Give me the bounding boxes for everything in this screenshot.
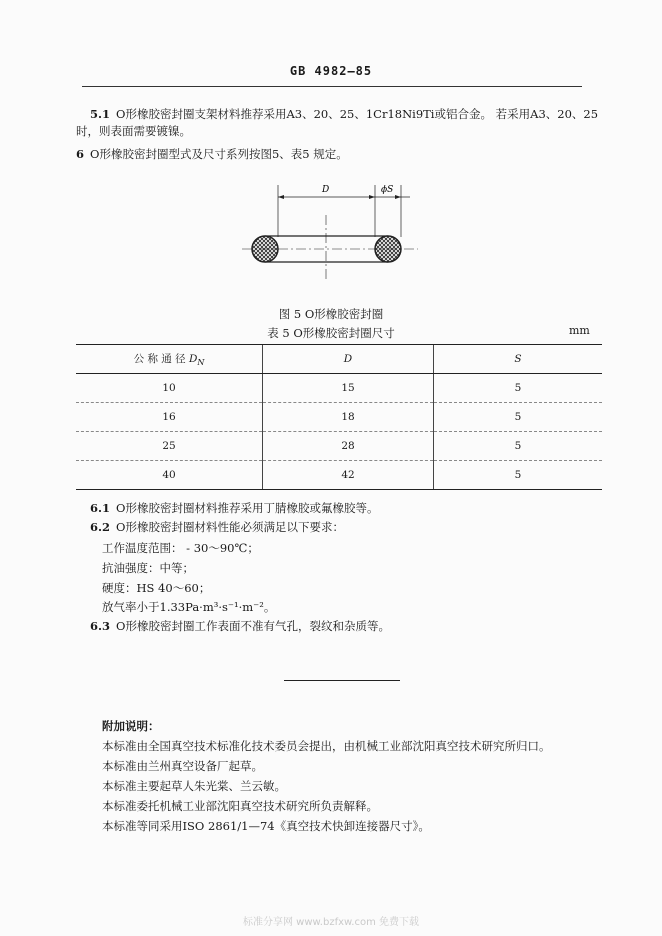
cell-dn: 25 bbox=[76, 432, 263, 461]
section-number: 6.3 bbox=[90, 619, 111, 633]
section-5-1 bbox=[90, 106, 598, 122]
cell-d: 42 bbox=[263, 461, 434, 490]
cell-dn: 40 bbox=[76, 461, 263, 490]
header-d: D bbox=[263, 345, 434, 374]
notes-title: 附加说明： bbox=[102, 719, 160, 733]
dim-label-d: D bbox=[322, 185, 330, 195]
requirement-hardness: 硬度：HS 40～60； bbox=[102, 581, 211, 595]
section-number: 5.1 bbox=[90, 107, 111, 121]
cell-s: 5 bbox=[434, 403, 603, 432]
header-nominal-bore-symbol: D bbox=[188, 352, 198, 365]
section-text: O形橡胶密封圈支架材料推荐采用A3、20、25、1Cr18Ni9Ti或铝合金。 若采用A3、20、25 bbox=[116, 107, 599, 121]
cell-s: 5 bbox=[434, 432, 603, 461]
notes-line: 本标准由全国真空技术标准化技术委员会提出，由机械工业部沈阳真空技术研究所归口。 bbox=[102, 739, 551, 753]
dim-arrow-s bbox=[395, 195, 401, 199]
section-text: O形橡胶密封圈材料性能必须满足以下要求： bbox=[116, 520, 344, 534]
section-5-1-continuation: 时，则表面需要镀镍。 bbox=[76, 124, 191, 138]
section-text: O形橡胶密封圈材料推荐采用丁腈橡胶或氟橡胶等。 bbox=[116, 501, 379, 515]
header-nominal-bore-label: 公 称 通 径 bbox=[133, 352, 186, 365]
table-unit: mm bbox=[569, 324, 590, 337]
cell-d: 28 bbox=[263, 432, 434, 461]
o-ring-figure bbox=[230, 175, 430, 285]
requirement-outgassing: 放气率小于1.33Pa·m³·s⁻¹·m⁻²。 bbox=[102, 600, 276, 614]
table-row bbox=[76, 374, 602, 403]
ring-section-right bbox=[375, 236, 401, 262]
header-nominal-bore-subscript: N bbox=[197, 358, 205, 368]
section-6-2 bbox=[90, 519, 344, 535]
section-6 bbox=[76, 146, 348, 162]
table-header-row bbox=[76, 345, 602, 374]
dim-label-s: ϕS bbox=[381, 185, 394, 195]
notes-line: 本标准主要起草人朱光棠、兰云敏。 bbox=[102, 779, 286, 793]
requirement-oil-resistance: 抗油强度：中等； bbox=[102, 561, 194, 575]
section-6-1 bbox=[90, 500, 378, 516]
notes-line: 本标准委托机械工业部沈阳真空技术研究所负责解释。 bbox=[102, 799, 378, 813]
section-number: 6.1 bbox=[90, 501, 111, 515]
section-text: O形橡胶密封圈型式及尺寸系列按图5、表5 规定。 bbox=[90, 147, 348, 161]
cell-d: 15 bbox=[263, 374, 434, 403]
figure-caption: 图 5 O形橡胶密封圈 bbox=[278, 307, 384, 321]
table-row bbox=[76, 432, 602, 461]
seal-size-table bbox=[76, 344, 602, 490]
cell-dn: 10 bbox=[76, 374, 263, 403]
standard-code: GB 4982—85 bbox=[289, 64, 373, 78]
table-row bbox=[76, 461, 602, 490]
notes-line: 本标准等同采用ISO 2861/1—74《真空技术快卸连接器尺寸》。 bbox=[102, 819, 430, 833]
cell-d: 18 bbox=[263, 403, 434, 432]
cell-dn: 16 bbox=[76, 403, 263, 432]
section-number: 6 bbox=[76, 147, 85, 161]
header-rule bbox=[82, 86, 582, 87]
end-divider bbox=[284, 680, 400, 681]
watermark-footer: 标准分享网 www.bzfxw.com 免费下载 bbox=[243, 917, 419, 928]
ring-section-left bbox=[252, 236, 278, 262]
table-row bbox=[76, 403, 602, 432]
header-nominal-bore bbox=[76, 345, 263, 374]
requirement-temperature: 工作温度范围： - 30～90℃； bbox=[102, 541, 259, 555]
additional-notes bbox=[102, 716, 551, 836]
cell-s: 5 bbox=[434, 374, 603, 403]
cell-s: 5 bbox=[434, 461, 603, 490]
header-s: S bbox=[434, 345, 603, 374]
table-caption: 表 5 O形橡胶密封圈尺寸 bbox=[267, 326, 395, 340]
section-text: O形橡胶密封圈工作表面不准有气孔，裂纹和杂质等。 bbox=[116, 619, 390, 633]
notes-line: 本标准由兰州真空设备厂起草。 bbox=[102, 759, 263, 773]
section-6-3 bbox=[90, 618, 390, 634]
section-number: 6.2 bbox=[90, 520, 111, 534]
